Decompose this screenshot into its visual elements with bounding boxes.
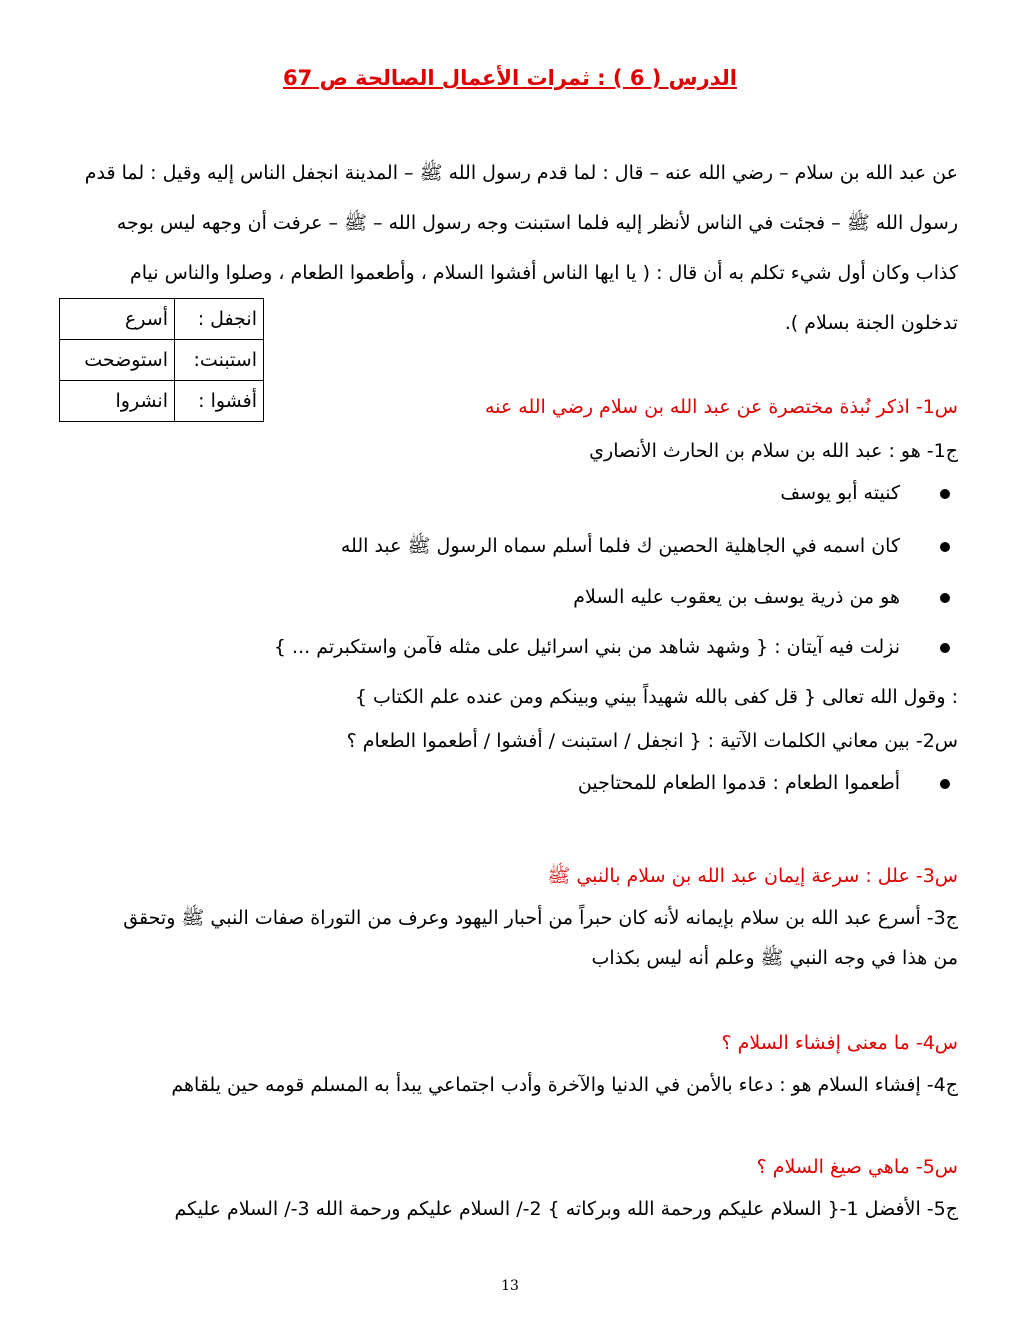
vocab-word: استبنت: [175,340,264,381]
bullet-icon [940,779,950,789]
bullet-icon [940,542,950,552]
answer-1-extra: : وقول الله تعالى { قل كفى بالله شهيداً بيني وبينكم ومن عنده علم الكتاب } [354,686,958,708]
vocab-meaning: استوضحت [60,340,175,381]
bullet-icon [940,593,950,603]
vocab-word: انجفل : [175,299,264,340]
question-4: س4- ما معنى إفشاء السلام ؟ [721,1032,958,1054]
vocab-meaning: أسرع [60,299,175,340]
vocab-meaning: انشروا [60,381,175,422]
table-row [60,381,264,422]
table-row [60,340,264,381]
bullet-icon [940,489,950,499]
table-row [60,299,264,340]
answer-3-line: من هذا في وجه النبي ﷺ وعلم أنه ليس بكذاب [591,947,958,969]
answer-1: ج1- هو : عبد الله بن سلام بن الحارث الأنصاري [589,440,958,462]
question-3: س3- علل : سرعة إيمان عبد الله بن سلام بالنبي ﷺ [547,865,958,887]
question-2: س2- بين معاني الكلمات الآتية : { انجفل / استبنت / أفشوا / أطعموا الطعام ؟ [346,730,958,752]
list-item: كنيته أبو يوسف [780,482,950,504]
list-item: كان اسمه في الجاهلية الحصين ك فلما أسلم سماه الرسول ﷺ عبد الله [341,534,950,562]
hadith-line: رسول الله ﷺ – فجئت في الناس لأنظر إليه فلما استبنت وجه رسول الله – ﷺ – عرفت أن وجهه ليس بوجه [116,212,958,234]
answer-3-line: ج3- أسرع عبد الله بن سلام بإيمانه لأنه كان حبراً من أحبار اليهود وعرف من التوراة صفات النبي ﷺ وتحقق [123,907,958,929]
bullet-icon [940,643,950,653]
question-5: س5- ماهي صيغ السلام ؟ [756,1156,958,1178]
question-1: س1- اذكر نُبذة مختصرة عن عبد الله بن سلام رضي الله عنه [484,396,958,418]
list-item: هو من ذرية يوسف بن يعقوب عليه السلام [573,586,950,608]
list-item: نزلت فيه آيتان : { وشهد شاهد من بني اسرائيل على مثله فآمن واستكبرتم ... } [274,636,950,658]
list-item: أطعموا الطعام : قدموا الطعام للمحتاجين [578,772,950,794]
vocab-word: أفشوا : [175,381,264,422]
hadith-line: عن عبد الله بن سلام – رضي الله عنه – قال : لما قدم رسول الله ﷺ – المدينة انجفل الناس إليه وقيل : لما قدم [84,162,958,184]
answer-5: ج5- الأفضل 1-{ السلام عليكم ورحمة الله وبركاته } 2-/ السلام عليكم ورحمة الله 3-/ السلام عليكم [174,1198,958,1220]
hadith-line: كذاب وكان أول شيء تكلم به أن قال : ( يا ايها الناس أفشوا السلام ، وأطعموا الطعام ، وصلوا والناس نيام [129,262,958,284]
answer-4: ج4- إفشاء السلام هو : دعاء بالأمن في الدنيا والآخرة وأدب اجتماعي يبدأ به المسلم قومه حين يلقاهم [171,1074,958,1096]
page-number: 13 [501,1278,519,1294]
page-title: الدرس ( 6 ) : ثمرات الأعمال الصالحة ص 67 [283,66,737,90]
vocabulary-table [59,298,264,422]
hadith-line: تدخلون الجنة بسلام ). [784,312,958,334]
